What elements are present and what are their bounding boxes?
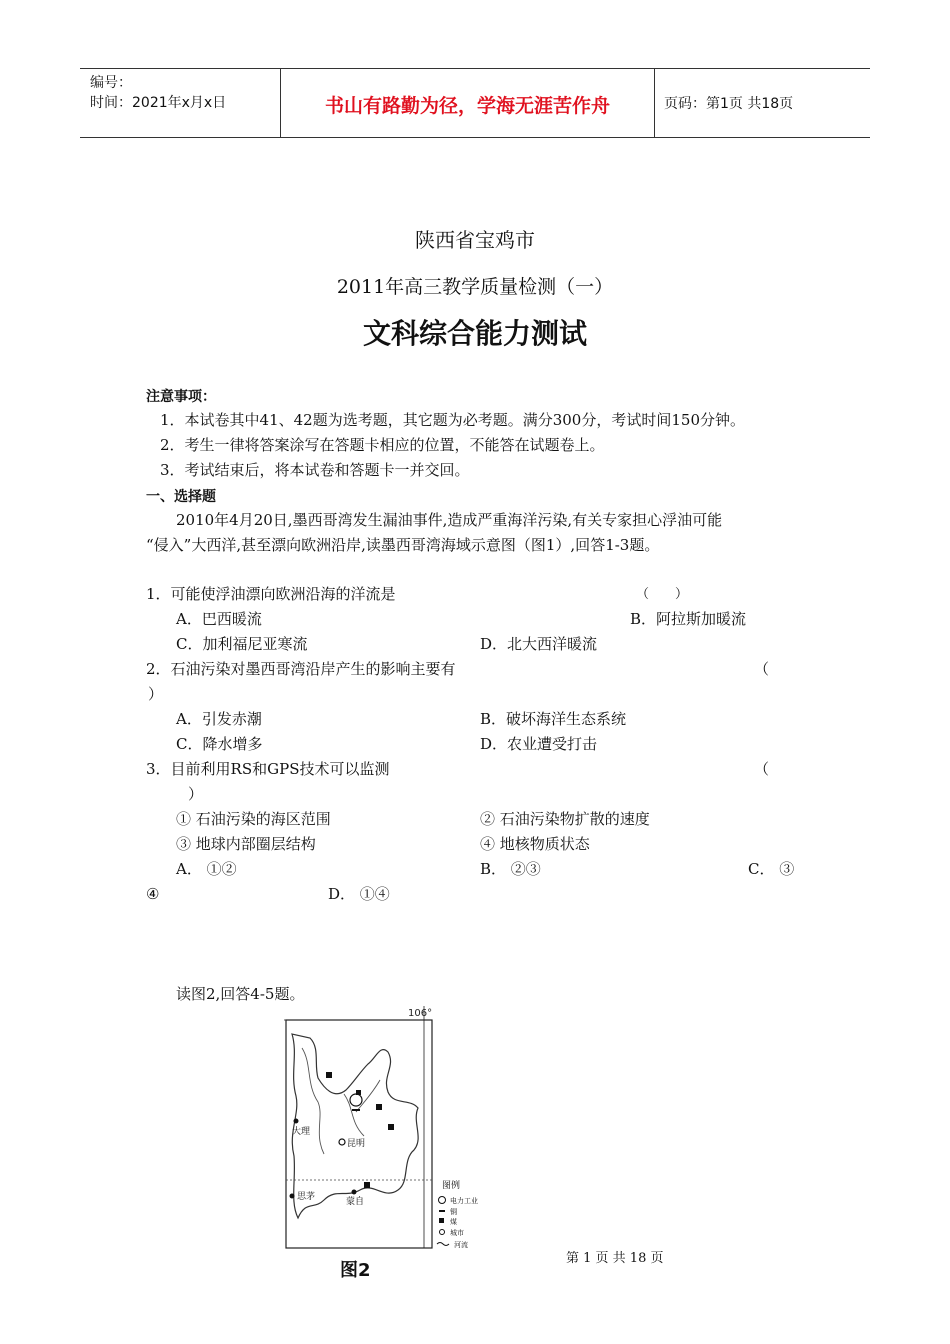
answer-bracket: （ ） <box>636 587 689 602</box>
section-intro: “侵入”大西洋,甚至漂向欧洲沿岸,读墨西哥湾海域示意图（图1）,回答1-3题。 <box>146 536 660 554</box>
legend-item: 煤 <box>450 1218 457 1226</box>
answer-bracket: （ <box>754 660 770 678</box>
header-number: 编号： <box>90 75 132 91</box>
document-header <box>80 68 870 138</box>
notice-item: 3．考试结束后，将本试卷和答题卡一并交回。 <box>160 461 470 479</box>
title-subject: 文科综合能力测试 <box>362 317 587 350</box>
header-page-info: 页码：第1页 共18页 <box>664 96 794 112</box>
question-3-stem: 3．目前利用RS和GPS技术可以监测 <box>146 760 390 778</box>
city-marker <box>352 1190 357 1195</box>
city-label: 昆明 <box>347 1139 366 1149</box>
option-d: D．农业遭受打击 <box>480 735 598 753</box>
option-d: D．北大西洋暖流 <box>480 635 598 653</box>
notice-heading: 注意事项： <box>146 389 216 405</box>
answer-bracket: （ <box>754 760 770 778</box>
coal-icon <box>439 1218 444 1223</box>
option-a: A．巴西暖流 <box>176 610 262 628</box>
title-region: 陕西省宝鸡市 <box>415 228 535 252</box>
option-b: B．破坏海洋生态系统 <box>480 710 627 728</box>
coal-marker <box>388 1124 394 1130</box>
coal-marker <box>376 1104 382 1110</box>
answer-bracket: ） <box>148 685 164 703</box>
header-meta <box>90 73 226 113</box>
option-c: C．降水增多 <box>176 735 263 753</box>
city-label: 思茅 <box>297 1192 316 1202</box>
city-marker <box>294 1119 299 1124</box>
option-b: B．阿拉斯加暖流 <box>630 610 747 628</box>
option-c: C． ③ <box>748 860 795 878</box>
option-c-cont: ④ <box>146 885 160 903</box>
city-label: 蒙自 <box>346 1197 365 1207</box>
legend-item: 电力工业 <box>450 1197 478 1205</box>
question-1-stem: 1．可能使浮油漂向欧洲沿海的洋流是 <box>146 585 396 603</box>
city-marker <box>290 1194 295 1199</box>
statement-2: ② 石油污染物扩散的速度 <box>480 810 650 828</box>
question-2-stem: 2．石油污染对墨西哥湾沿岸产生的影响主要有 <box>146 660 456 678</box>
option-b: B． ②③ <box>480 860 541 878</box>
option-d: D． ①④ <box>328 885 390 903</box>
city-label: 大理 <box>292 1127 311 1137</box>
section-intro: 2010年4月20日,墨西哥湾发生漏油事件,造成严重海洋污染,有关专家担心浮油可能 <box>176 511 723 529</box>
header-time: 时间：2021年x月x日 <box>90 95 227 111</box>
section-heading: 一、选择题 <box>146 489 216 505</box>
option-a: A．引发赤潮 <box>176 710 262 728</box>
legend-item: 河流 <box>454 1241 468 1249</box>
longitude-label: 106° <box>408 1008 433 1019</box>
statement-3: ③ 地球内部圈层结构 <box>176 835 316 853</box>
notice-item: 1．本试卷其中41、42题为选考题，其它题为必考题。满分300分，考试时间150分钟。 <box>160 411 745 429</box>
yunnan-map <box>284 1004 494 1252</box>
option-a: A． ①② <box>176 860 237 878</box>
legend-title: 图例 <box>442 1181 461 1191</box>
page-footer: 第 1 页 共 18 页 <box>566 1251 664 1266</box>
coal-marker <box>326 1072 332 1078</box>
title-exam: 2011年高三教学质量检测（一） <box>336 276 614 298</box>
notice-item: 2．考生一律将答案涂写在答题卡相应的位置，不能答在试题卷上。 <box>160 436 605 454</box>
answer-bracket: ） <box>188 785 204 803</box>
coal-marker <box>364 1182 370 1188</box>
statement-4: ④ 地核物质状态 <box>480 835 590 853</box>
legend-item: 城市 <box>450 1229 464 1237</box>
legend-item: 铜 <box>450 1208 457 1216</box>
option-c: C．加利福尼亚寒流 <box>176 635 308 653</box>
figure-caption: 图2 <box>340 1260 371 1281</box>
statement-1: ① 石油污染的海区范围 <box>176 810 331 828</box>
map-intro: 读图2,回答4-5题。 <box>176 985 305 1003</box>
header-motto: 书山有路勤为径，学海无涯苦作舟 <box>324 95 610 117</box>
